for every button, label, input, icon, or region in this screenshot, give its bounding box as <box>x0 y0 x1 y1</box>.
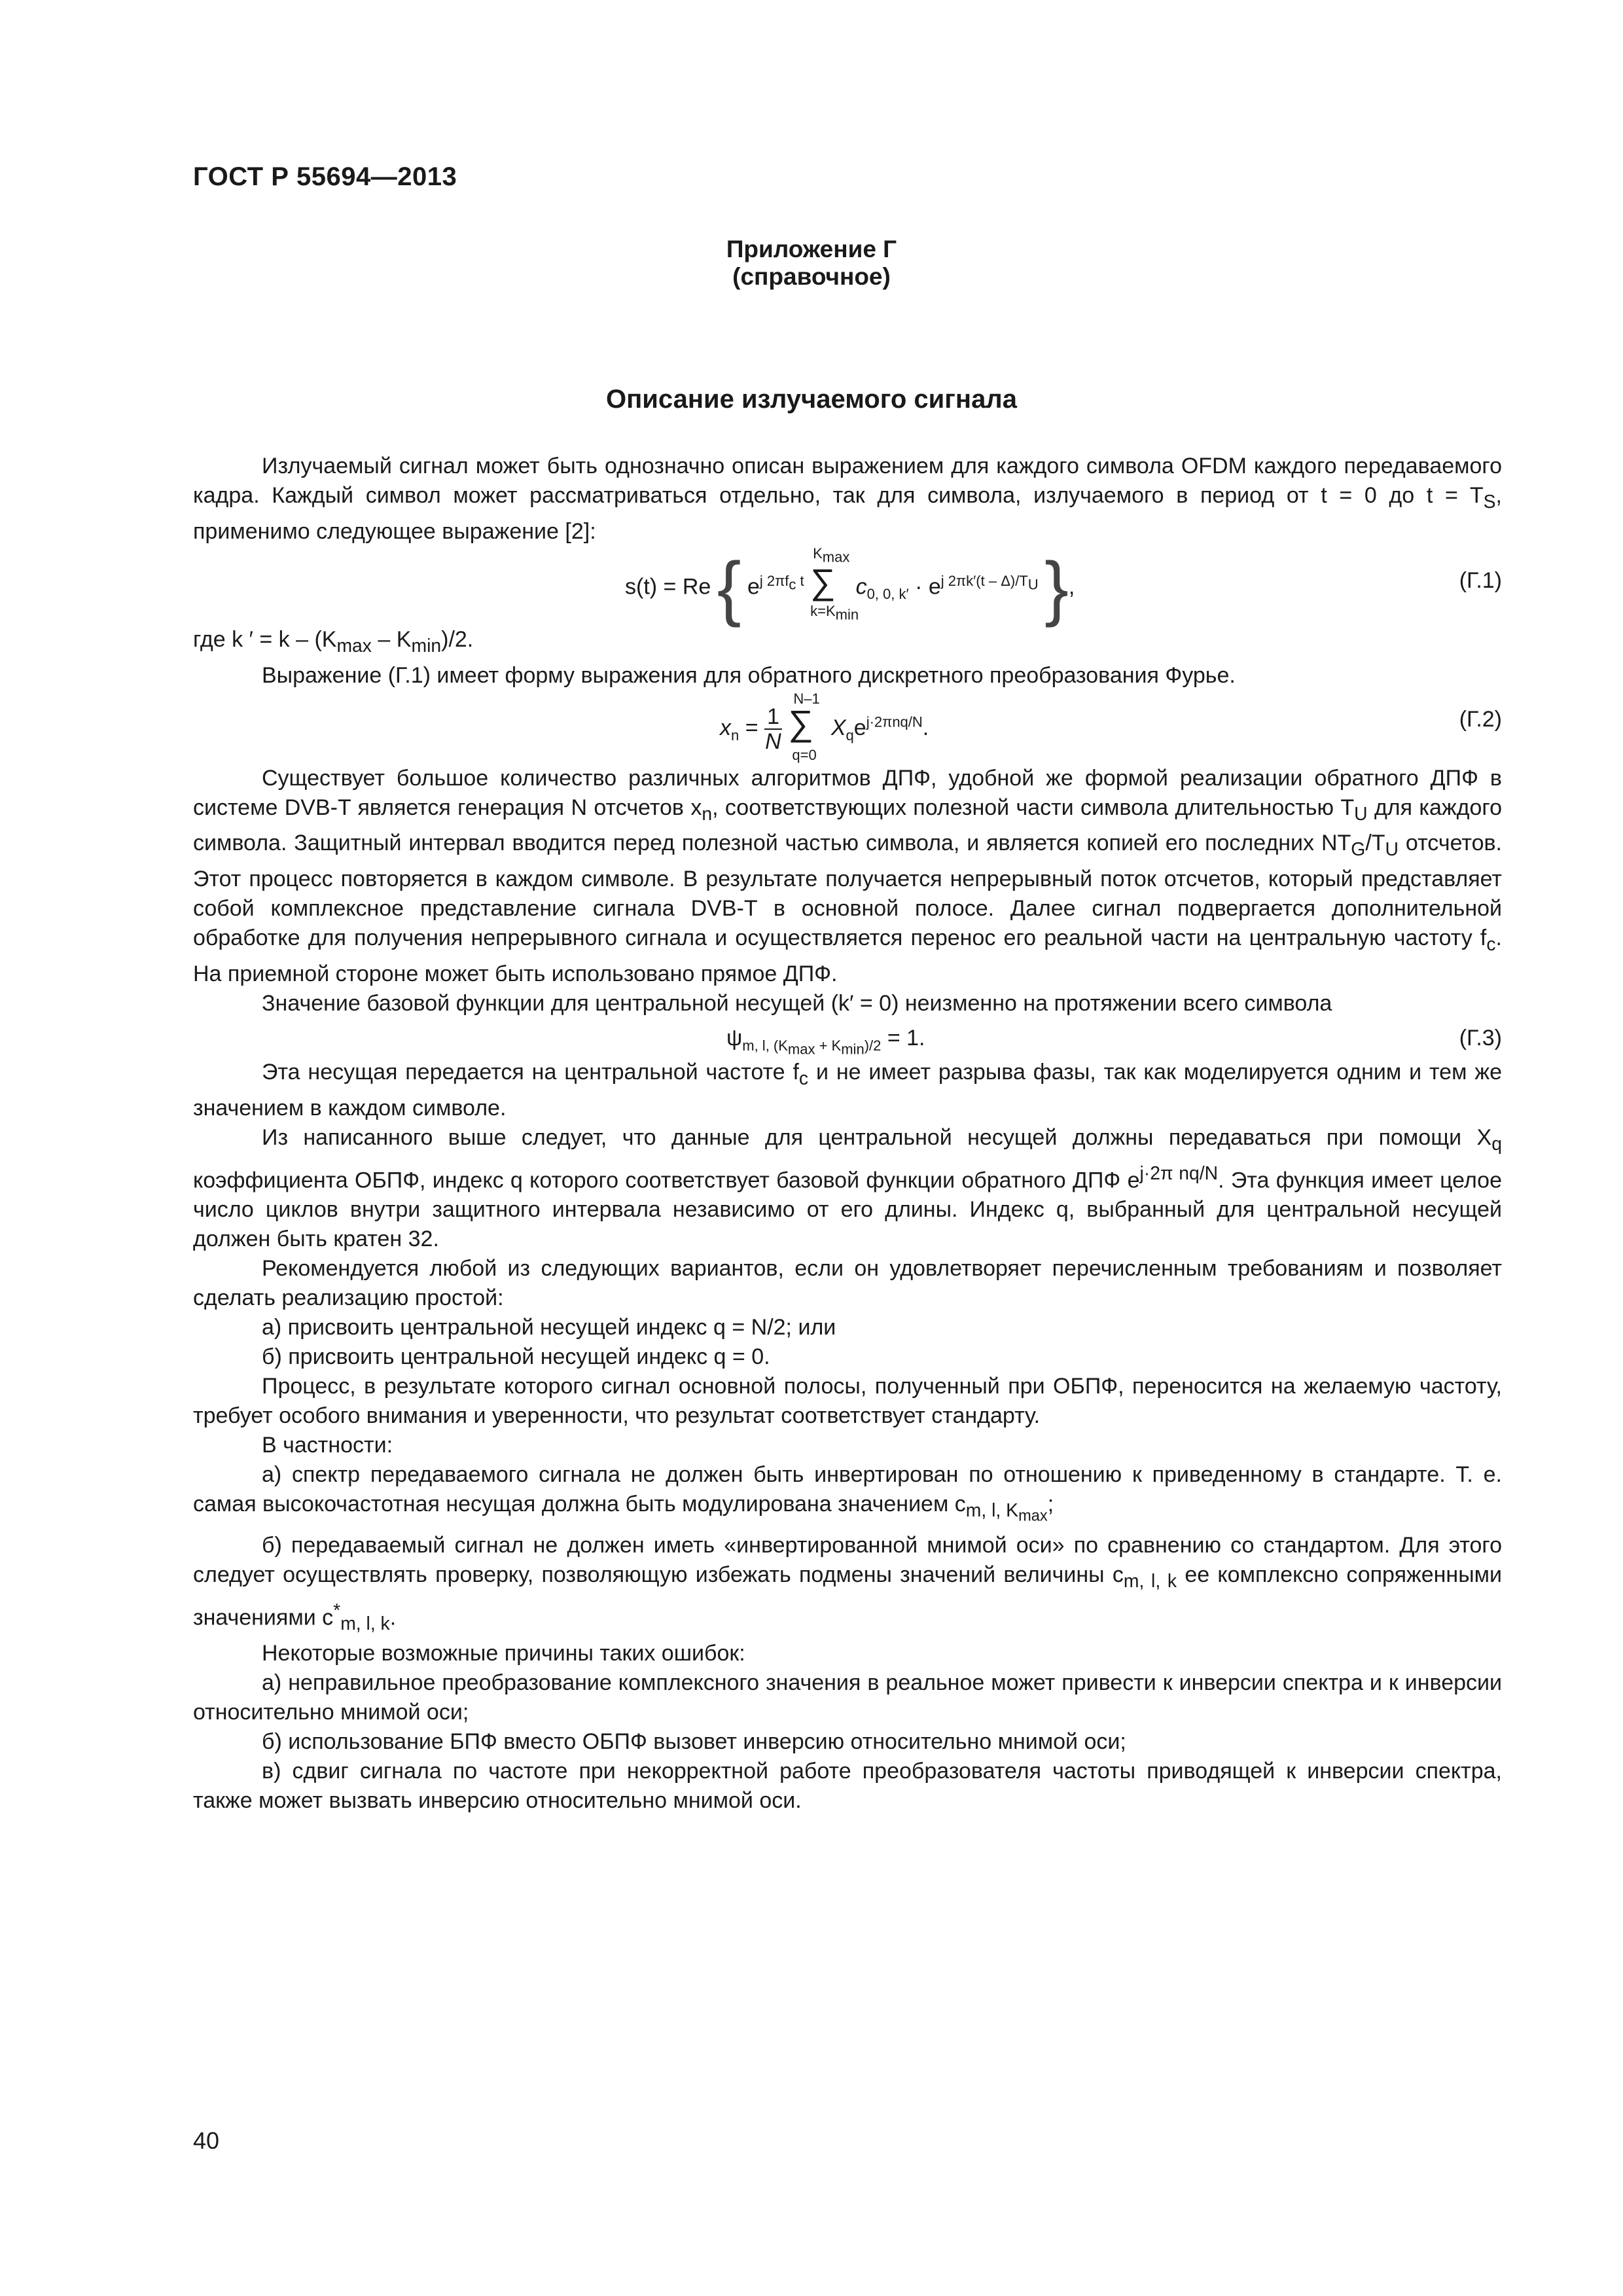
paragraph: Выражение (Г.1) имеет форму выражения для обратного дискретного преобразования Фурье. <box>262 662 1236 688</box>
paragraph: Процесс, в результате которого сигнал основной полосы, полученный при ОБПФ, переносится на желаемую частоту, требует особого внимания и уверенности, что результат соответствует стандарту. <box>193 1373 1502 1428</box>
document-standard-number: ГОСТ Р 55694—2013 <box>193 162 457 191</box>
list-item: а) присвоить центральной несущей индекс q = N/2; или <box>262 1314 836 1340</box>
paragraph: Некоторые возможные причины таких ошибок: <box>262 1641 745 1666</box>
paragraph: Эта несущая передается на центральной частоте $f_c$ и не имеет разрыва фазы, так как моделируется одним и тем же значением в каждом символе. <box>193 1059 1502 1121</box>
paragraph: Существует большое количество различных алгоритмов ДПФ, удобной же формой реализации обратного ДПФ в системе DVB-T является генерация N отсчетов $x_n$, соответствующих полезной части символа длительностью $T_U$ для каждого символа. Защитный интервал вводится перед полезной частью символа, и является копией его последних $NT_G/T_U$ отсчетов. Этот процесс повторяется в каждом символе. В результате получается непрерывный поток отсчетов, который представляет собой комплексное представление сигнала DVB-T в основной полосе. Далее сигнал подвергается дополнительной обработке для получения непрерывного сигнала и осуществляется перенос его реальной части на центральную частоту $f_c$. На приемной стороне может быть использовано прямое ДПФ. <box>193 765 1502 986</box>
formula-g1 <box>193 545 1502 628</box>
formula-g2-number: (Г.2) <box>1459 706 1502 732</box>
formula-g2-expression: $x_n$ = $\frac{1}{N}$ ∑ N–1 q=0 $X_qe^{j\cdot 2\pi nq/N}$. <box>720 705 929 753</box>
list-item: в) сдвиг сигнала по частоте при некорректной работе преобразователя частоты приводящей к инверсии спектра, также может вызвать инверсию относительно мнимой оси. <box>193 1759 1502 1814</box>
sum-symbol: ∑ <box>810 562 836 602</box>
list-item: а) неправильное преобразование комплексного значения в реальное может привести к инверсии спектра и к инверсии относительно мнимой оси; <box>193 1670 1502 1725</box>
sum-symbol: ∑ <box>788 703 813 743</box>
section-title: Описание излучаемого сигнала <box>606 385 1017 414</box>
list-item: б) присвоить центральной несущей индекс q = 0. <box>262 1344 770 1369</box>
appendix-title: Приложение Г <box>726 236 897 262</box>
formula-g1-expression: s(t) = Re { $e^{j 2\pi f_c t}$ ∑ $K_{max}$ $k=K_{min}$ $c_{0, 0, k'} \cdot e^{j 2\pi k'(t - \Delta)/T_U}$ }, <box>625 566 1075 609</box>
fraction: $\frac{1}{N}$ <box>765 704 781 754</box>
sum-upper-limit: $K_{max}$ <box>813 545 850 565</box>
list-item: а) спектр передаваемого сигнала не должен быть инвертирован по отношению к приведенному в стандарте. Т. е. самая высокочастотная несущая должна быть модулирована значением $c_{m, l, K_{max}}$; <box>193 1462 1502 1525</box>
document-body <box>193 452 1502 1816</box>
paragraph: Излучаемый сигнал может быть однозначно описан выражением для каждого символа OFDM каждого передаваемого кадра. Каждый символ может рассматриваться отдельно, так для символа, излучаемого в период от t = 0 до $t = T_S$, применимо следующее выражение [2]: <box>193 454 1502 544</box>
paragraph: Рекомендуется любой из следующих вариантов, если он удовлетворяет перечисленным требованиям и позволяет сделать реализацию простой: <box>193 1255 1502 1310</box>
formula-g1-number: (Г.1) <box>1459 567 1502 593</box>
formula-g3-number: (Г.3) <box>1459 1025 1502 1050</box>
paragraph: Значение базовой функции для центральной несущей (k′ = 0) неизменно на протяжении всего символа <box>262 990 1332 1016</box>
sum-upper-limit: N–1 <box>793 690 820 707</box>
paragraph: Из написанного выше следует, что данные для центральной несущей должны передаваться при помощи $X_q$ коэффициента ОБПФ, индекс q которого соответствует базовой функции обратного ДПФ $e^{j\cdot 2\pi nq/N}$. Эта функция имеет целое число циклов внутри защитного интервала независимо от его длины. Индекс q, выбранный для центральной несущей должен быть кратен 32. <box>193 1124 1502 1251</box>
paragraph: где k ′ = k – $(K_{max} - K_{min})/2$. <box>193 626 474 656</box>
formula-g2 <box>193 691 1502 764</box>
sum-lower-limit: $k=K_{min}$ <box>810 603 859 623</box>
paragraph: В частности: <box>262 1432 393 1458</box>
appendix-subtitle: (справочное) <box>732 263 891 290</box>
page-number: 40 <box>193 2127 220 2154</box>
list-item: б) использование БПФ вместо ОБПФ вызовет инверсию относительно мнимой оси; <box>262 1729 1126 1755</box>
formula-g3-expression: $\psi_{m, l, (K_{max} + K_{min})/2} = 1$. <box>726 1025 925 1058</box>
sum-lower-limit: q=0 <box>792 746 817 763</box>
formula-g3 <box>193 1018 1502 1058</box>
list-item: б) передаваемый сигнал не должен иметь «инвертированной мнимой оси» по сравнению со стандартом. Для этого следует осуществлять проверку, позволяющую избежать подмены значений величины $c_{m, l, k}$ ее комплексно сопряженными значениями $c^*_{m, l, k}$. <box>193 1533 1502 1635</box>
